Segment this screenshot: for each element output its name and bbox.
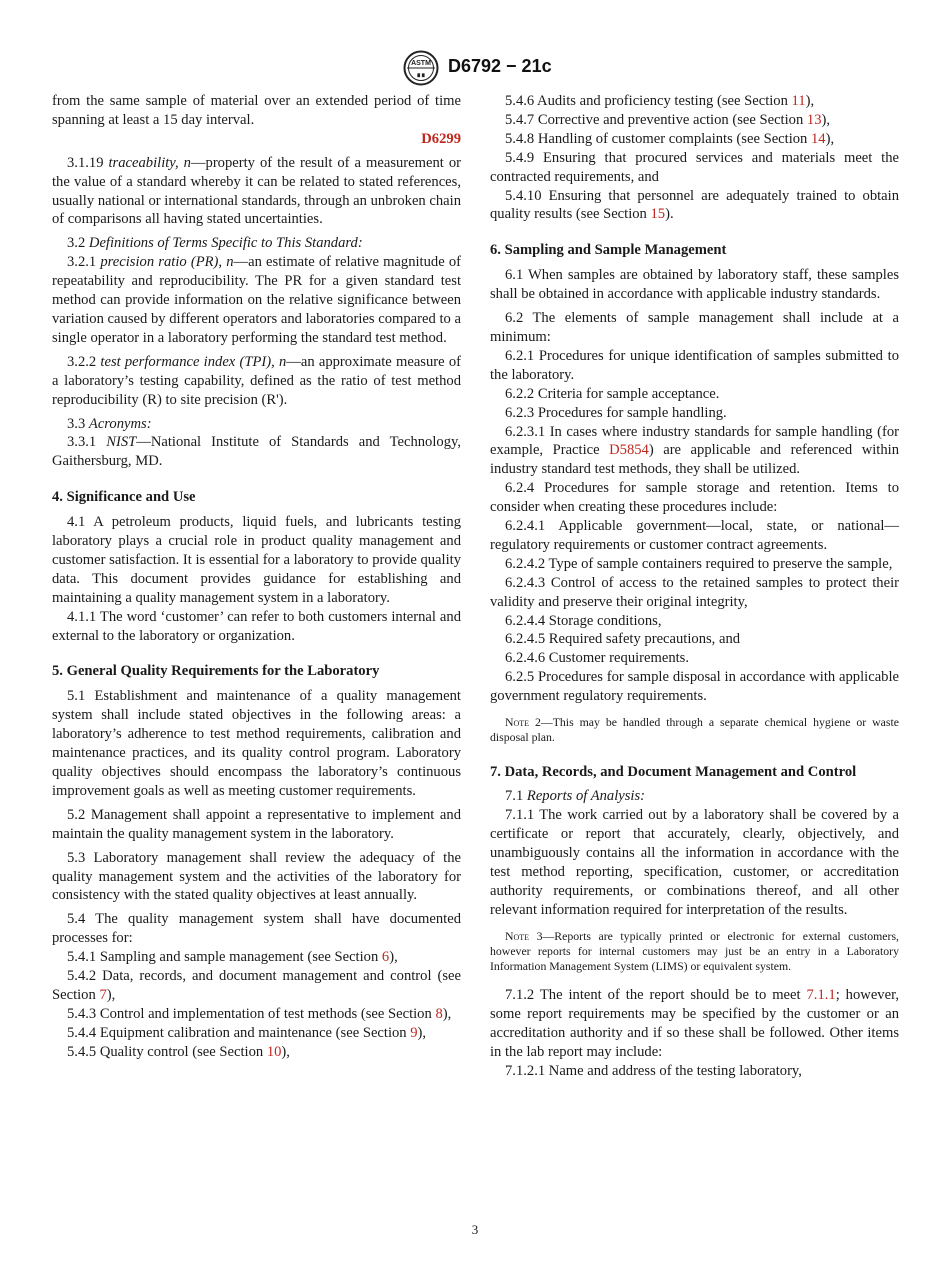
paragraph: 6.2 The elements of sample management shall include at a minimum: [490,310,899,345]
paragraph: 7.1.2 The intent of the report should be to meet 7.1.1; however, some report requirements may be specified by the customer or an accreditation authority and if so these shall be followed. Other items in the lab report may include: [490,987,899,1061]
paragraph: 3.2.2 test performance index (TPI), n—an approximate measure of a laboratory’s testing capability, defined as the ratio of test method reproducibility (R) to site precision (R'). [52,353,461,408]
paragraph: 6.2.3.1 In cases where industry standards for sample handling (for example, Practice D5854) are applicable and referenced within industry standard test methods, they shall be utilized. [490,423,899,478]
document-id: D6792 − 21c [448,56,552,76]
paragraph: 6.2.4.2 Type of sample containers required to preserve the sample, [505,555,893,572]
section-heading: 7. Data, Records, and Document Management and Control [490,763,857,780]
section-link[interactable]: 9 [410,1024,418,1041]
paragraph: 6.2.4.1 Applicable government—local, state, or national—regulatory requirements or customer contract agreements. [490,518,899,553]
paragraph: 3.3.1 NIST—National Institute of Standards and Technology, Gaithersburg, MD. [52,434,461,470]
list-item: 5.4.6 Audits and proficiency testing (see Section 11), [505,93,815,109]
paragraph: 4.1 A petroleum products, liquid fuels, and lubricants testing laboratory plays a crucial role in product quality management and customer satisfaction. It is essential for a laboratory to provide quality data. This document provides guidance for establishing and maintaining a quality management system in a laboratory. [52,514,461,606]
paragraph: 7.1 Reports of Analysis: [505,788,646,805]
paragraph: 4.1.1 The word ‘customer’ can refer to both customers internal and external to the laboratory or organization. [52,608,461,644]
paragraph: 5.2 Management shall appoint a representative to implement and maintain the quality management system in the laboratory. [52,806,461,842]
list-item: 5.4.4 Equipment calibration and maintenance (see Section 9), [67,1024,427,1041]
paragraph: 7.1.1 The work carried out by a laboratory shall be covered by a certificate or report that accurately, clearly, objectively, and unambiguously contains all the information in accordance with the test method reporting, specification, customer, or accreditation authority requirements, or combinations thereof, and all other relevant information required for interpretation of the results. [490,807,899,918]
paragraph: 6.2.4.6 Customer requirements. [505,650,690,667]
list-item: 5.4.8 Handling of customer complaints (see Section 14), [505,130,835,147]
list-item: 5.4.2 Data, records, and document management and control (see Section 7), [52,968,461,1003]
list-item: 5.4.3 Control and implementation of test methods (see Section 8), [67,1005,452,1022]
list-item: 5.4.9 Ensuring that procured services and materials meet the contracted requirements, and [490,149,899,185]
section-link[interactable]: 11 [791,93,806,109]
section-link[interactable]: 10 [266,1043,282,1060]
paragraph: 7.1.2.1 Name and address of the testing laboratory, [505,1062,802,1079]
paragraph: 6.2.4.3 Control of access to the retained samples to protect their validity and preserve their original integrity, [490,574,899,610]
paragraph: 6.2.2 Criteria for sample acceptance. [505,385,720,402]
paragraph: 5.3 Laboratory management shall review the adequacy of the quality management system and the activities of the laboratory for consistency with the stated quality objectives at least annually. [52,849,461,904]
section-link[interactable]: 8 [435,1005,443,1022]
note: Note 3—Reports are typically printed or electronic for external customers, however reports for internal customers may just be an entry in a Laboratory Information Management System (LIMS) or equivalent system. [490,928,899,974]
left-column [52,92,461,1062]
paragraph: 3.2.1 precision ratio (PR), n—an estimate of relative magnitude of repeatability and reproducibility. The PR for a given standard test method can provide information on the relative significance between variation caused by different operators and laboratories compared to a single operator in a laboratory performing the standard test method. [52,254,462,346]
svg-text:∎∎: ∎∎ [416,72,426,79]
list-item: 5.4.7 Corrective and preventive action (see Section 13), [505,111,831,128]
paragraph: 6.2.4.5 Required safety precautions, and [505,631,741,648]
page-number: 3 [471,1222,479,1237]
paragraph: from the same sample of material over an extended period of time spanning at least a 15 day interval. D6299 [52,93,461,147]
right-column [490,92,899,1081]
list-item: 5.4.5 Quality control (see Section 10), [67,1043,290,1060]
paragraph: 6.2.1 Procedures for unique identification of samples submitted to the laboratory. [490,347,899,383]
list-item: 5.4.1 Sampling and sample management (see Section 6), [67,949,398,966]
paragraph: 6.1 When samples are obtained by laboratory staff, these samples shall be obtained in accordance with applicable industry standards. [490,267,899,303]
paragraph: 6.2.5 Procedures for sample disposal in accordance with applicable government regulatory requirements. [490,669,899,705]
section-heading: 6. Sampling and Sample Management [490,242,727,259]
section-link[interactable]: 7.1.1 [806,987,836,1004]
section-link[interactable]: 6 [381,949,390,966]
paragraph: 6.2.4 Procedures for sample storage and retention. Items to consider when creating these procedures include: [490,480,899,516]
section-link[interactable]: 15 [650,206,666,223]
paragraph: 5.4 The quality management system shall have documented processes for: [52,911,461,947]
paragraph: 3.2 Definitions of Terms Specific to This Standard: [67,235,363,252]
paragraph: 5.1 Establishment and maintenance of a quality management system shall include stated objectives in the following areas: a laboratory’s adherence to test method requirements, calibration and maintenance practices, and its quality control program. Laboratory quality objectives should encompass the laboratory’s continuous improvement goals as well as meeting customer requirements. [52,688,461,799]
astm-logo-icon [403,50,439,86]
list-item: 5.4.10 Ensuring that personnel are adequately trained to obtain quality results (see Section 15). [490,187,899,223]
reference-link[interactable]: D6299 [421,130,461,147]
section-link[interactable]: 7 [99,986,107,1003]
paragraph: 6.2.4.4 Storage conditions, [505,612,662,629]
section-link[interactable]: 14 [811,130,826,147]
paragraph: 3.1.19 traceability, n—property of the result of a measurement or the value of a standard whereby it can be related to stated references, usually national or international standards, through an unbroken chain of comparisons all having stated uncertainties. [52,154,461,228]
section-heading: 5. General Quality Requirements for the Laboratory [52,663,380,680]
section-heading: 4. Significance and Use [52,489,196,506]
svg-text:ASTM: ASTM [411,60,431,67]
page-header [0,50,950,86]
reference-link[interactable]: D5854 [609,442,649,459]
paragraph: 3.3 Acronyms: [67,415,152,432]
paragraph: 6.2.3 Procedures for sample handling. [505,404,727,421]
note: Note 2—This may be handled through a separate chemical hygiene or waste disposal plan. [490,715,899,745]
section-link[interactable]: 13 [806,111,822,128]
